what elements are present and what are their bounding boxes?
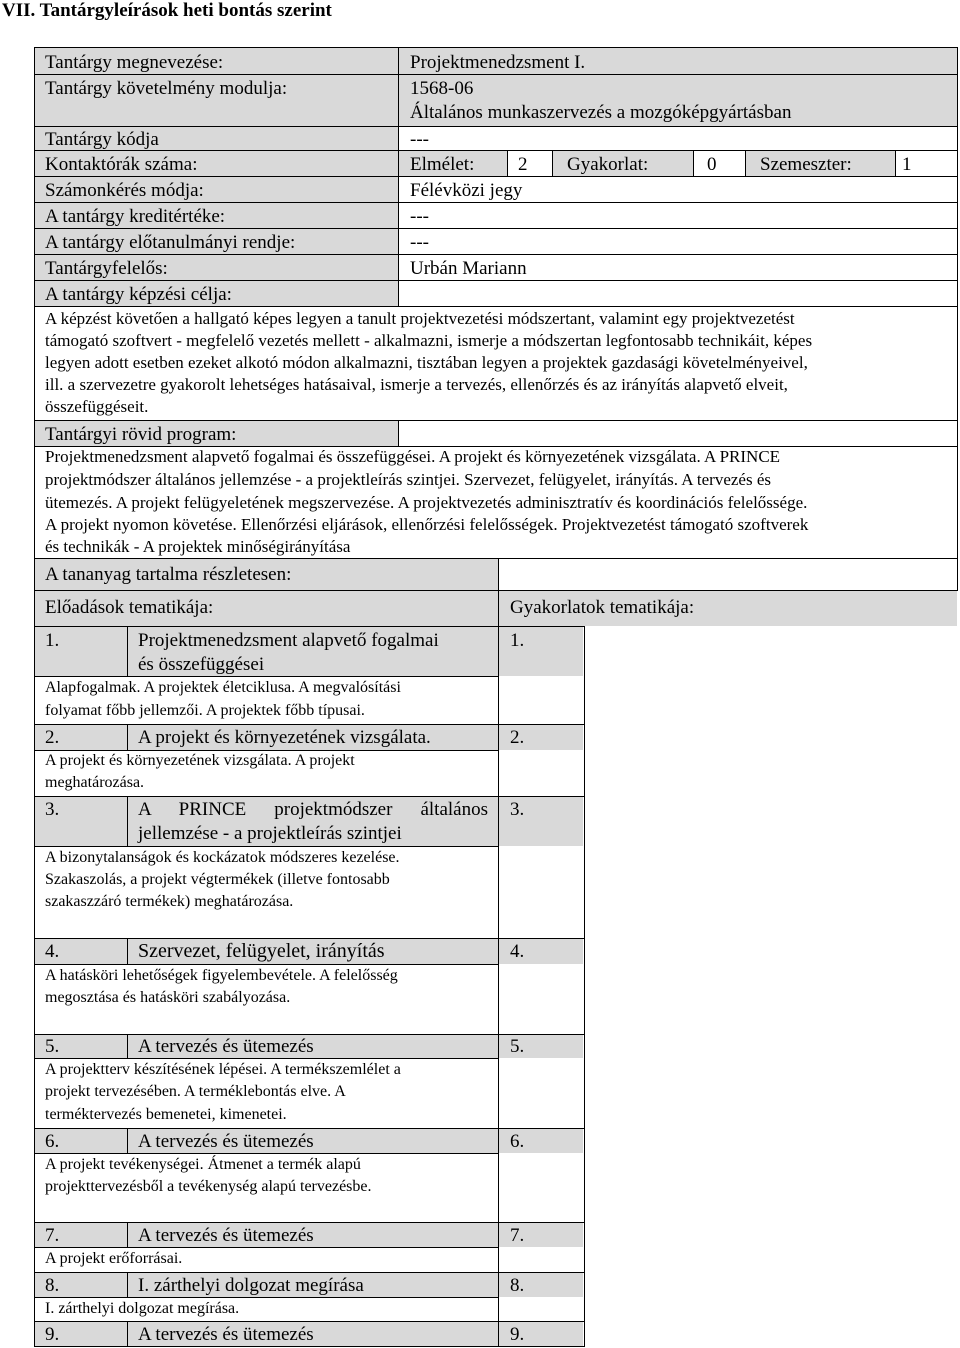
practice-number: 9. bbox=[510, 1324, 525, 1345]
section-title: VII. Tantárgyleírások heti bontás szerint bbox=[2, 0, 332, 21]
responsible-label: Tantárgyfelelős: bbox=[45, 258, 168, 279]
week-description: A projektterv készítésének lépései. A termékszemlélet a bbox=[45, 1061, 401, 1078]
prereq-value: --- bbox=[410, 232, 429, 253]
week-description: A bizonytalanságok és kockázatok módszeres kezelése. bbox=[45, 849, 400, 866]
goal-label: A tantárgy képzési célja: bbox=[45, 284, 232, 305]
responsible-value: Urbán Mariann bbox=[410, 258, 527, 279]
border bbox=[34, 150, 958, 151]
exam-value: Félévközi jegy bbox=[410, 180, 523, 201]
border bbox=[34, 1153, 499, 1154]
border bbox=[34, 1297, 499, 1298]
practice-number: 3. bbox=[510, 799, 525, 820]
border bbox=[498, 590, 499, 1347]
week-description: megosztása és hatásköri szabályozása. bbox=[45, 989, 291, 1006]
border bbox=[34, 280, 958, 281]
border bbox=[34, 1272, 585, 1273]
week-number: 7. bbox=[45, 1225, 60, 1246]
goal-line: legyen adott esetben ezeket alkotó módon alkalmazni, tisztában legyen a projektek gazdasági követelményeivel, bbox=[45, 353, 808, 372]
border bbox=[398, 280, 399, 306]
week-description: projekttervezésből a tevékenység alapú tervezésbe. bbox=[45, 1178, 372, 1195]
border bbox=[34, 176, 958, 177]
program-line: A projekt nyomon követése. Ellenőrzési eljárások, ellenőrzési felelősségek. Projektvezetést támogató szoftverek bbox=[45, 515, 809, 534]
hours-label: Kontaktórák száma: bbox=[45, 154, 198, 175]
border bbox=[34, 74, 958, 75]
theory-value: 2 bbox=[518, 154, 528, 175]
week-description: Szakaszolás, a projekt végtermékek (illetve fontosabb bbox=[45, 871, 390, 888]
goal-line: ill. a szervezetre gyakorolt lehetséges hatásaival, ismerje a tervezés, ellenőrzés és az irányítás alapvető elveit, bbox=[45, 375, 788, 394]
border bbox=[34, 420, 958, 421]
week-description: A projekt tevékenységei. Átmenet a termék alapú bbox=[45, 1156, 361, 1173]
week-number: 9. bbox=[45, 1324, 60, 1345]
practice-number: 7. bbox=[510, 1225, 525, 1246]
border bbox=[127, 1034, 128, 1058]
week-number: 3. bbox=[45, 799, 60, 820]
week-description: I. zárthelyi dolgozat megírása. bbox=[45, 1300, 240, 1317]
name-value: Projektmenedzsment I. bbox=[410, 52, 586, 73]
program-line: projektmódszer általános jellemzése - a projektleírás szintjei. Szervezet, felügyelet, irányítás. A tervezés és bbox=[45, 470, 771, 489]
border bbox=[34, 796, 585, 797]
credit-label: A tantárgy kreditértéke: bbox=[45, 206, 226, 227]
week-description: A projekt és környezetének vizsgálata. A projekt bbox=[45, 752, 355, 769]
border bbox=[398, 420, 399, 446]
week-description: folyamat főbb jellemzői. A projektek főbb típusai. bbox=[45, 702, 365, 719]
border bbox=[34, 47, 35, 1347]
lectures-label: Előadások tematikája: bbox=[45, 597, 214, 618]
border bbox=[584, 626, 585, 1347]
border bbox=[34, 1247, 499, 1248]
border bbox=[957, 47, 958, 591]
name-label: Tantárgy megnevezése: bbox=[45, 52, 224, 73]
practice-number: 6. bbox=[510, 1131, 525, 1152]
practice-label: Gyakorlat: bbox=[567, 154, 649, 175]
week-number: 1. bbox=[45, 630, 60, 651]
week-title: Szervezet, felügyelet, irányítás bbox=[138, 940, 385, 962]
program-line: és technikák - A projektek minőségirányítása bbox=[45, 537, 351, 556]
border bbox=[34, 1034, 585, 1035]
border bbox=[127, 938, 128, 964]
practice-number: 5. bbox=[510, 1036, 525, 1057]
practice-value: 0 bbox=[707, 154, 717, 175]
border bbox=[127, 1272, 128, 1297]
program-line: ütemezés. A projekt felügyeletének megszervezése. A projektvezetés adminisztratív és koordinációs felelőssége. bbox=[45, 493, 808, 512]
practice-number: 2. bbox=[510, 727, 525, 748]
border bbox=[127, 796, 128, 846]
semester-value: 1 bbox=[902, 154, 912, 175]
border bbox=[127, 724, 128, 750]
week-description: Alapfogalmak. A projektek életciklusa. A megvalósítási bbox=[45, 679, 401, 696]
border bbox=[34, 228, 958, 229]
border bbox=[507, 150, 508, 176]
week-title: Projektmenedzsment alapvető fogalmai bbox=[138, 630, 439, 651]
border bbox=[34, 558, 958, 559]
prereq-label: A tantárgy előtanulmányi rendje: bbox=[45, 232, 296, 253]
border bbox=[34, 938, 585, 939]
border bbox=[693, 150, 694, 176]
week-description: A hatásköri lehetőségek figyelembevétele. A felelősség bbox=[45, 967, 398, 984]
semester-label: Szemeszter: bbox=[760, 154, 852, 175]
week-description: terméktervezés bemenetei, kimenetei. bbox=[45, 1106, 287, 1123]
border bbox=[498, 558, 499, 591]
week-title: és összefüggései bbox=[138, 654, 265, 675]
code-value: --- bbox=[410, 129, 429, 150]
border bbox=[34, 676, 499, 677]
program-label: Tantárgyi rövid program: bbox=[45, 424, 237, 445]
border bbox=[34, 724, 585, 725]
credit-value: --- bbox=[410, 206, 429, 227]
goal-line: támogató szoftvert - megfelelő vezetés mellett - alkalmazni, ismerje a módszertan legfontosabb technikáit, képes bbox=[45, 331, 813, 350]
practice-number: 4. bbox=[510, 941, 525, 962]
border bbox=[398, 47, 399, 280]
border bbox=[34, 846, 499, 847]
border bbox=[34, 1321, 585, 1322]
border bbox=[127, 1222, 128, 1247]
week-number: 5. bbox=[45, 1036, 60, 1057]
border bbox=[34, 590, 958, 591]
week-title: A tervezés és ütemezés bbox=[138, 1036, 314, 1057]
practice-number: 8. bbox=[510, 1275, 525, 1296]
practice-topics-label: Gyakorlatok tematikája: bbox=[510, 597, 695, 618]
theory-label: Elmélet: bbox=[410, 154, 475, 175]
border bbox=[34, 964, 499, 965]
week-title: I. zárthelyi dolgozat megírása bbox=[138, 1275, 364, 1296]
week-title: A tervezés és ütemezés bbox=[138, 1225, 314, 1246]
code-label: Tantárgy kódja bbox=[45, 129, 159, 150]
border bbox=[34, 1346, 585, 1347]
week-description: szakaszzáró termékek) meghatározása. bbox=[45, 893, 294, 910]
week-title: A tervezés és ütemezés bbox=[138, 1324, 314, 1345]
week-number: 8. bbox=[45, 1275, 60, 1296]
border bbox=[34, 626, 585, 627]
border bbox=[745, 150, 746, 176]
border bbox=[34, 47, 958, 48]
border bbox=[127, 1321, 128, 1346]
border bbox=[34, 202, 958, 203]
week-number: 2. bbox=[45, 727, 60, 748]
detail-label: A tananyag tartalma részletesen: bbox=[45, 564, 292, 585]
week-description: A projekt erőforrásai. bbox=[45, 1250, 183, 1267]
border bbox=[34, 126, 958, 127]
border bbox=[34, 1058, 499, 1059]
week-description: meghatározása. bbox=[45, 774, 145, 791]
week-title: A PRINCE projektmódszer általános bbox=[138, 799, 488, 820]
program-line: Projektmenedzsment alapvető fogalmai és összefüggései. A projekt és környezetének vizsgálata. A PRINCE bbox=[45, 447, 781, 466]
goal-line: A képzést követően a hallgató képes legyen a tanult projektvezetési módszertant, valamint egy projektvezetést bbox=[45, 309, 795, 328]
week-number: 4. bbox=[45, 941, 60, 962]
border bbox=[127, 626, 128, 676]
goal-line: összefüggéseit. bbox=[45, 397, 149, 416]
border bbox=[34, 254, 958, 255]
week-number: 6. bbox=[45, 1131, 60, 1152]
week-title: A tervezés és ütemezés bbox=[138, 1131, 314, 1152]
border bbox=[34, 1222, 585, 1223]
module-value-code: 1568-06 bbox=[410, 78, 474, 99]
practice-number: 1. bbox=[510, 630, 525, 651]
module-label: Tantárgy követelmény modulja: bbox=[45, 78, 288, 99]
border bbox=[34, 306, 958, 307]
border bbox=[895, 150, 896, 176]
border bbox=[127, 1128, 128, 1153]
week-description: projekt tervezésében. A terméklebontás elve. A bbox=[45, 1083, 346, 1100]
border bbox=[34, 750, 499, 751]
border bbox=[552, 150, 553, 176]
week-title: A projekt és környezetének vizsgálata. bbox=[138, 727, 431, 748]
exam-label: Számonkérés módja: bbox=[45, 180, 204, 201]
border bbox=[34, 1128, 585, 1129]
module-value-name: Általános munkaszervezés a mozgóképgyártásban bbox=[410, 102, 792, 123]
week-title: jellemzése - a projektleírás szintjei bbox=[138, 823, 402, 844]
